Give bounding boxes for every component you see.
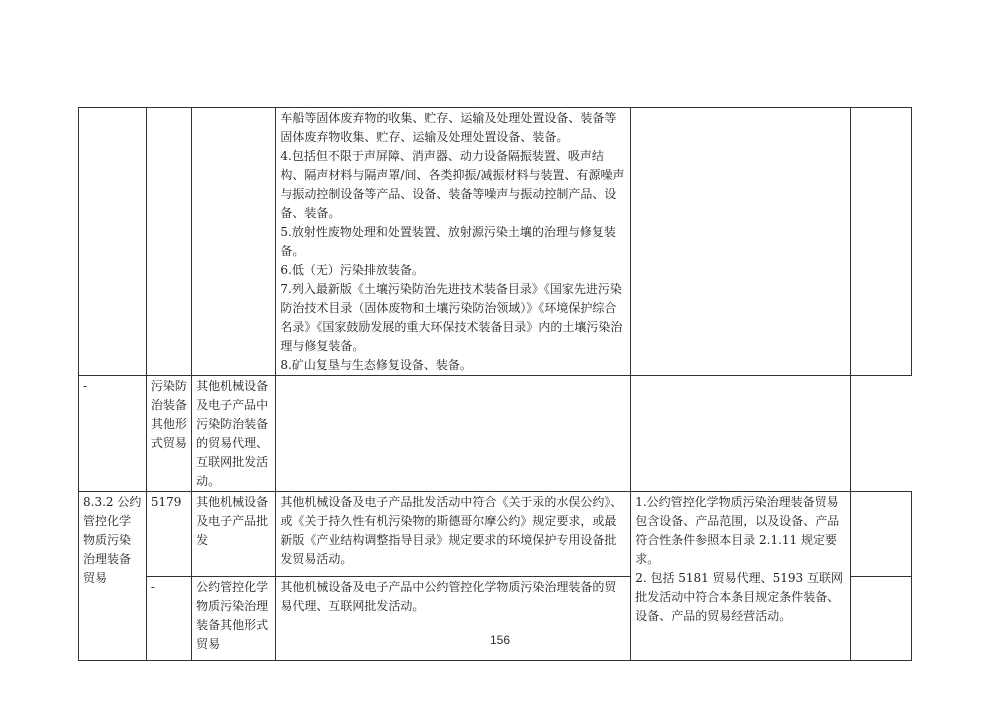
extra-cell: [851, 108, 912, 376]
description-cell: 其他机械设备及电子产品批发活动中符合《关于汞的水俣公约》、或《关于持久性有机污染物的斯德哥尔摩公约》规定要求，或最新版《产业结构调整指导目录》规定要求的环境保护专用设备批发贸易活动。: [276, 492, 631, 577]
description-line: 8.矿山复垦与生态修复设备、装备。: [280, 358, 472, 372]
category-cell: [192, 108, 276, 376]
description-line: 7.列入最新版《土壤污染防治先进技术装备目录》《国家先进污染防治技术目录（固体废物和土壤污染防治领域）》《环境保护综合名录》《国家鼓励发展的重大环保技术装备目录》内的土壤污染治理与修复装备。: [280, 282, 623, 353]
description-cell: 其他机械设备及电子产品中污染防治装备的贸易代理、互联网批发活动。: [192, 376, 276, 492]
extra-cell: [851, 577, 912, 661]
description-cell: [276, 108, 631, 376]
table-row: [79, 376, 912, 492]
code-cell: [146, 108, 191, 376]
extra-cell: [851, 492, 912, 577]
category-cell: 公约管控化学物质污染治理装备其他形式贸易: [192, 577, 276, 661]
table-row: [79, 108, 912, 376]
notes-line: 2. 包括 5181 贸易代理、5193 互联网批发活动中符合本条目规定条件装备、设备、产品的贸易经营活动。: [635, 571, 843, 623]
page-number: 156: [489, 633, 511, 647]
description-line: 5.放射性废物处理和处置装置、放射源污染土壤的治理与修复装备。: [280, 225, 616, 258]
code-cell: -: [146, 577, 191, 661]
notes-line: 1.公约管控化学物质污染治理装备贸易包含设备、产品范围，以及设备、产品符合性条件参照本目录 2.1.11 规定要求。: [635, 495, 840, 566]
notes-cell: [631, 108, 851, 376]
name-cell: 8.3.2 公约管控化学物质污染治理装备贸易: [79, 492, 147, 661]
description-line: 4.包括但不限于声屏障、消声器、动力设备隔振装置、吸声结构、隔声材料与隔声罩/间、各类抑振/减振材料与装置、有源噪声与振动控制设备等产品、设备、装备等噪声与振动控制产品、设备、装备。: [280, 149, 625, 220]
extra-cell: [631, 376, 851, 492]
notes-cell: [276, 376, 631, 492]
code-cell: 5179: [146, 492, 191, 577]
category-cell: 其他机械设备及电子产品批发: [192, 492, 276, 577]
name-cell: [79, 108, 147, 376]
code-cell: -: [79, 376, 147, 492]
catalog-table: [78, 107, 912, 661]
table-row: [79, 492, 912, 577]
description-line: 车船等固体废弃物的收集、贮存、运输及处理处置设备、装备等固体废弃物收集、贮存、运输及处理处置设备、装备。: [280, 111, 617, 144]
description-line: 6.低（无）污染排放装备。: [280, 263, 424, 277]
description-cell: 其他机械设备及电子产品中公约管控化学物质污染治理装备的贸易代理、互联网批发活动。: [276, 577, 631, 661]
category-cell: 污染防治装备其他形式贸易: [146, 376, 191, 492]
